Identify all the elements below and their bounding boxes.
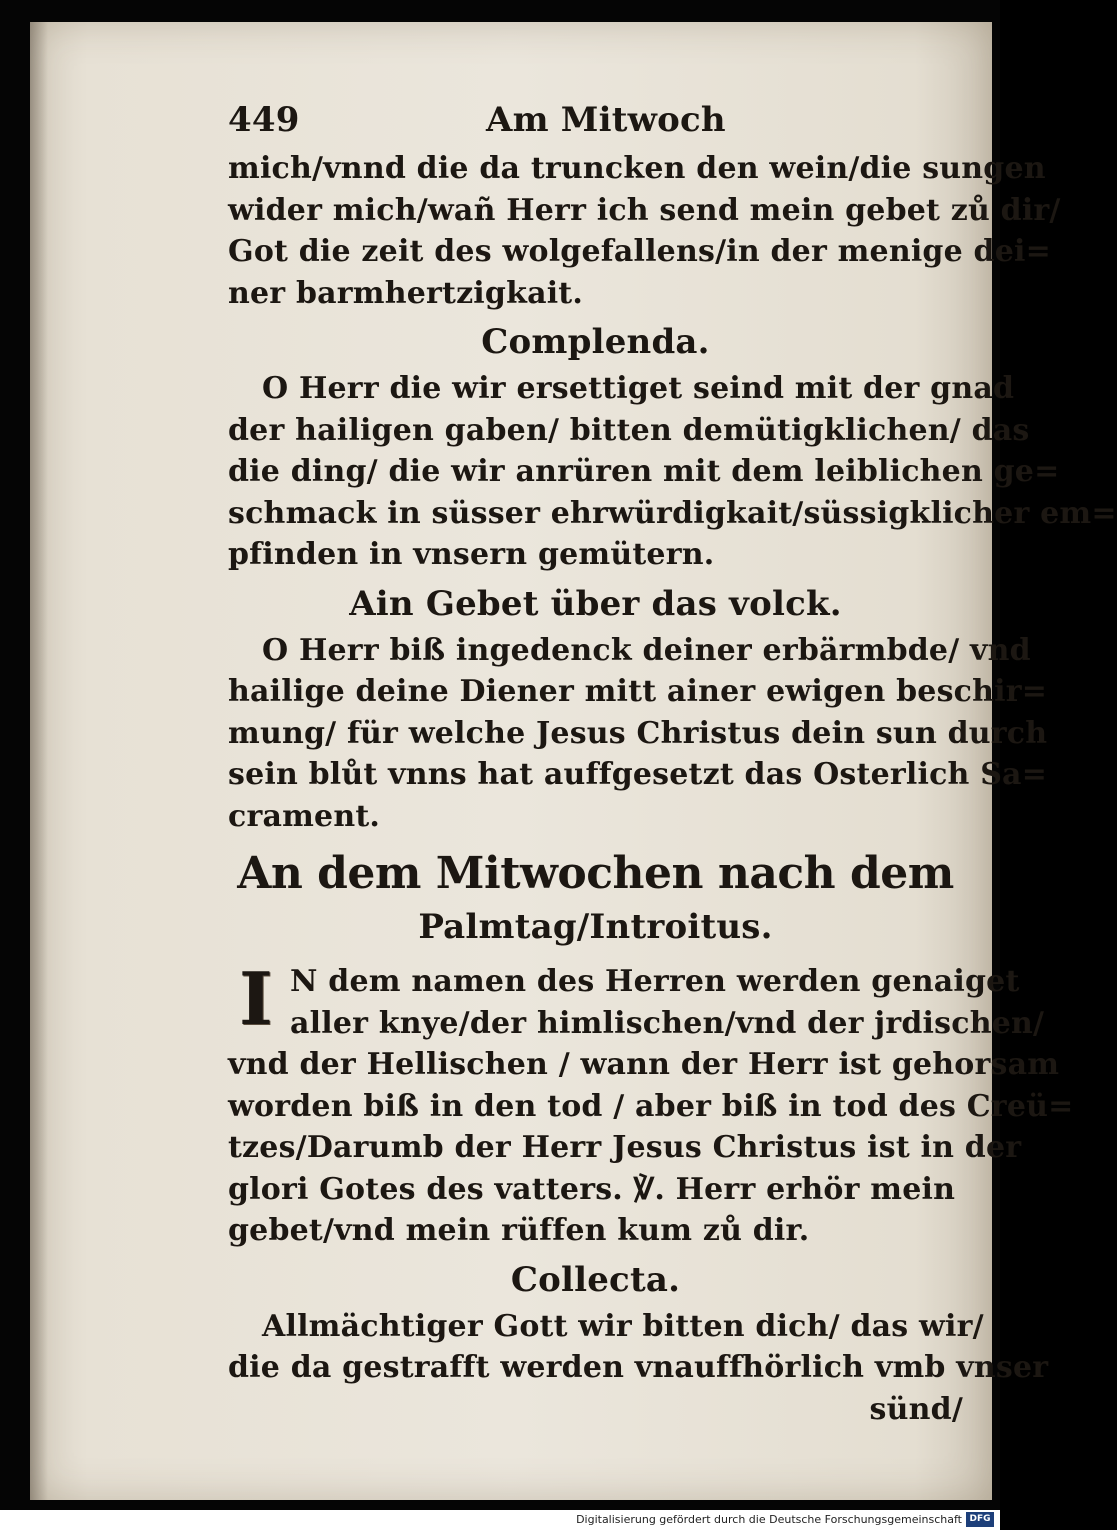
funding-credit: Digitalisierung gefördert durch die Deutsche Forschungsgemeinschaft (576, 1513, 962, 1526)
section-heading: An dem Mitwochen nach dem (237, 848, 954, 899)
page-number: 449 (228, 100, 300, 140)
text-line: ner barmhertzigkait. (228, 275, 584, 311)
text-line: N dem namen des Herren werden genaiget (290, 964, 1020, 999)
text-line: sein blůt vnns hat auffgesetzt das Osterlich Sa= (228, 757, 1048, 792)
decorated-initial: I (239, 956, 273, 1041)
text-line: Got die zeit des wolgefallens/in der menige dei= (228, 234, 1051, 269)
text-line: O Herr biß ingedenck deiner erbärmbde/ vnd (262, 632, 1031, 668)
text-line: tzes/Darumb der Herr Jesus Christus ist in der (228, 1130, 1022, 1165)
catchword: sünd/ (869, 1391, 963, 1427)
text-line: die da gestrafft werden vnauffhörlich vmb vnser (228, 1350, 1049, 1385)
text-line: die ding/ die wir anrüren mit dem leiblichen ge= (228, 454, 1060, 489)
text-line: hailige deine Diener mitt ainer ewigen beschir= (228, 674, 1048, 709)
text-line: aller knye/der himlischen/vnd der jrdischen/ (290, 1005, 1045, 1041)
collecta-heading: Collecta. (510, 1259, 681, 1300)
text-line: glori Gotes des vatters. ℣. Herr erhör mein (228, 1171, 956, 1207)
text-line: der hailigen gaben/ bitten demütigklichen/ das (228, 412, 1030, 448)
complenda-paragraph (228, 368, 1117, 576)
gebet-heading: Ain Gebet über das volck. (349, 583, 842, 624)
collecta-paragraph (228, 1306, 1049, 1389)
top-paragraph (228, 148, 1061, 314)
dfg-logo: DFG (966, 1512, 994, 1527)
text-block (228, 100, 1117, 1430)
running-title: Am Mitwoch (486, 100, 726, 140)
text-line: pfinden in vnsern gemütern. (228, 537, 715, 572)
complenda-heading: Complenda. (481, 322, 710, 362)
text-line: vnd der Hellischen / wann der Herr ist gehorsam (228, 1047, 1060, 1082)
text-line: worden biß in den tod / aber biß in tod des Creü= (228, 1088, 1074, 1124)
running-head (228, 100, 963, 148)
text-line: gebet/vnd mein rüffen kum zů dir. (228, 1213, 810, 1248)
text-line: Allmächtiger Gott wir bitten dich/ das wir/ (262, 1308, 984, 1344)
text-line: schmack in süsser ehrwürdigkait/süssigklicher em= (228, 495, 1117, 531)
introitus-paragraph (228, 956, 1074, 1252)
text-line: mung/ für welche Jesus Christus dein sun durch (228, 715, 1048, 751)
text-line: crament. (228, 798, 381, 834)
text-line: mich/vnnd die da truncken den wein/die sungen (228, 151, 1046, 186)
book-page (30, 22, 1117, 1500)
text-line: wider mich/wañ Herr ich send mein gebet zů dir/ (228, 192, 1061, 228)
gebet-paragraph (228, 630, 1048, 838)
text-line: O Herr die wir ersettiget seind mit der gnad (262, 371, 1015, 406)
section-subheading: Palmtag/Introitus. (418, 907, 773, 947)
